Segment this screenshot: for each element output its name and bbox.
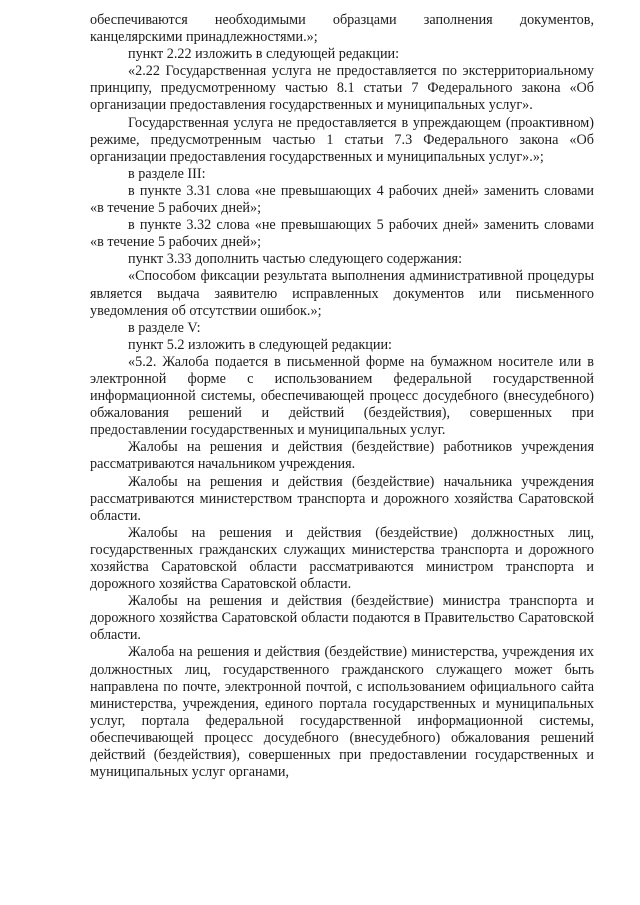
paragraph-complaints-minister: Жалобы на решения и действия (бездействие) министра транспорта и дорожного хозяйства Саратовской области подаются в Правительство Саратовской области. — [90, 593, 594, 644]
paragraph-item-3-31: в пункте 3.31 слова «не превышающих 4 рабочих дней» заменить словами «в течение 5 рабочих дней»; — [90, 182, 594, 217]
paragraph-proactive: Государственная услуга не предоставляется в упреждающем (проактивном) режиме, предусмотренным частью 1 статьи 7.3 Федерального закона «Об организации предоставления государственных и муниципальных услуг».»; — [90, 114, 594, 165]
paragraph-quote-2-22: «2.22 Государственная услуга не предоставляется по экстерриториальному принципу, предусмотренному частью 8.1 статьи 7 Федерального закона «Об организации предоставления государственных и муниципальных услуг». — [90, 63, 594, 114]
paragraph-item-3-32: в пункте 3.32 слова «не превышающих 5 рабочих дней» заменить словами «в течение 5 рабочих дней»; — [90, 217, 594, 251]
section-iii-heading: в разделе III: — [128, 165, 206, 182]
paragraph-item-2-22: пункт 2.22 изложить в следующей редакции: — [128, 46, 400, 63]
paragraph-complaints-officials: Жалобы на решения и действия (бездействие) должностных лиц, государственных гражданских служащих министерства транспорта и дорожного хозяйства Саратовской области рассматриваются министром транспорта и дорожного хозяйства Саратовской области. — [90, 524, 594, 593]
paragraph-complaints-workers: Жалобы на решения и действия (бездействие) работников учреждения рассматриваются начальником учреждения. — [90, 439, 594, 473]
paragraph-complaint-channels: Жалоба на решения и действия (бездействие) министерства, учреждения их должностных лиц, государственного гражданского служащего может быть направлена по почте, электронной почтой, с использованием официального сайта министерства, учреждения, единого портала государственных и муниципальных услуг, портала федеральной государственной информационной системы, обеспечивающей процесс досудебного (внесудебного) обжалования решений действий (бездействия), совершенных при предоставлении государственных и муниципальных услуг органами, — [90, 644, 594, 781]
document-page — [90, 12, 594, 781]
paragraph-item-3-33: пункт 3.33 дополнить частью следующего содержания: — [128, 251, 463, 268]
paragraph-item-5-2: пункт 5.2 изложить в следующей редакции: — [128, 336, 392, 353]
section-v-heading: в разделе V: — [128, 319, 201, 336]
paragraph-continuation: обеспечиваются необходимыми образцами заполнения документов, канцелярскими принадлежностями.»; — [90, 12, 594, 46]
paragraph-quote-3-33: «Способом фиксации результата выполнения административной процедуры является выдача заявителю исправленных документов или письменного уведомления об отсутствии ошибок.»; — [90, 268, 594, 319]
paragraph-complaints-head: Жалобы на решения и действия (бездействие) начальника учреждения рассматриваются министерством транспорта и дорожного хозяйства Саратовской области. — [90, 473, 594, 524]
paragraph-quote-5-2: «5.2. Жалоба подается в письменной форме на бумажном носителе или в электронной форме с использованием федеральной государственной информационной системы, обеспечивающей процесс досудебного (внесудебного) обжалования решений и действий (бездействия), совершенных при предоставлении государственных и муниципальных услуг. — [90, 353, 594, 439]
